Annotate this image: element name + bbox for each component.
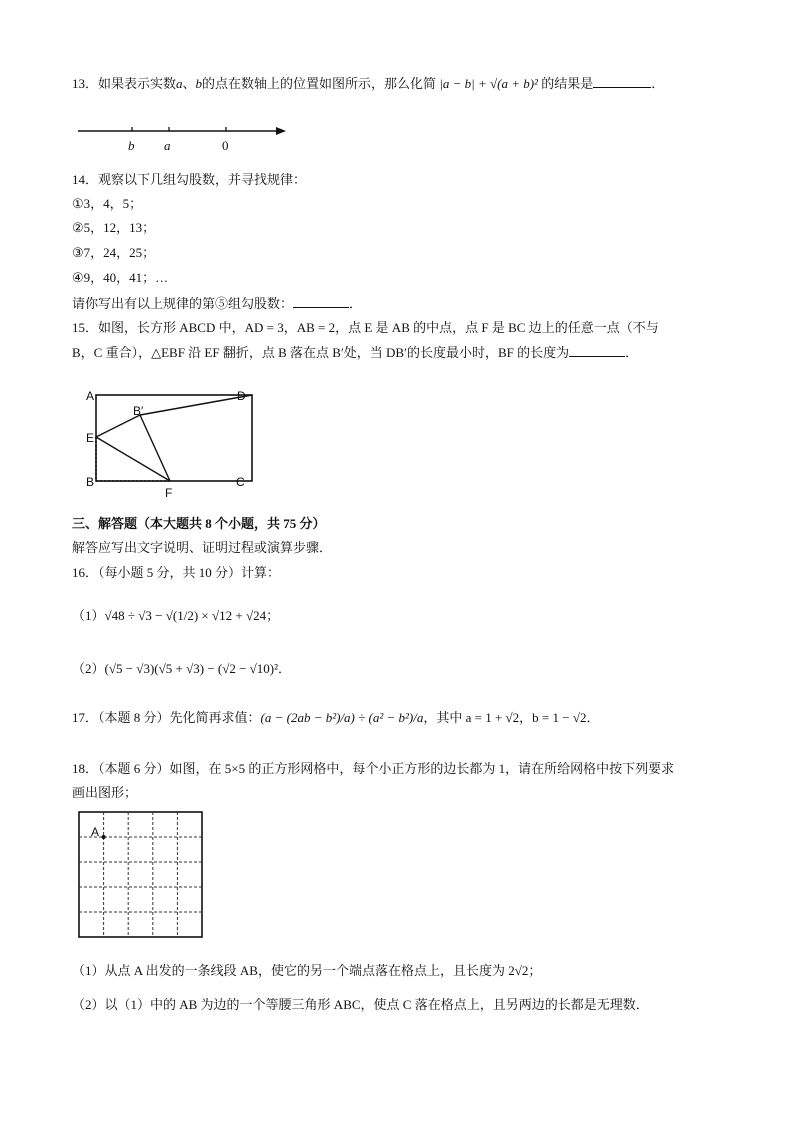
q14-item-2: ②5，12，13；: [72, 220, 156, 235]
q14-item-4: ④9，40，41；…: [72, 270, 169, 285]
q14-title: 14．观察以下几组勾股数，并寻找规律：: [72, 172, 307, 187]
period: ．: [651, 76, 665, 91]
q18-line-2: 画出图形；: [72, 785, 138, 800]
label-A: A: [86, 389, 95, 403]
axis-label-b: b: [128, 138, 135, 153]
q16-part-2-expression: (√5 − √3)(√5 + √3) − (√2 − √10)²: [104, 661, 279, 676]
q17-condition: ，其中 a = 1 + √2，b = 1 − √2．: [423, 710, 600, 725]
number-line: [78, 122, 298, 152]
period: ．: [625, 345, 639, 360]
q13-suffix: 的结果是: [541, 76, 594, 91]
q17-prefix: 17．（本题 8 分）先化简再求值：: [72, 710, 261, 725]
q13-text: [72, 74, 664, 94]
q18-part-1: （1）从点 A 出发的一条线段 AB，使它的另一个端点落在格点上，且长度为 2√2；: [72, 963, 542, 978]
q16-part-2: [72, 659, 291, 679]
axis-label-a: a: [164, 138, 171, 153]
q13-mid: 的点在数轴上的位置如图所示，那么化简: [202, 76, 437, 91]
var-b: b: [195, 76, 203, 91]
q16-part-1: [72, 606, 279, 626]
label-C: C: [236, 475, 245, 489]
q13-expression: |a − b| + √(a + b)²: [439, 76, 538, 91]
q18-line-1: 18．（本题 6 分）如图，在 5×5 的正方形网格中，每个小正方形的边长都为 1，请在所给网格中按下列要求: [72, 761, 675, 776]
section-title: 三、解答题（本大题共 8 个小题，共 75 分）: [72, 516, 326, 531]
label-B-prime: B′: [133, 404, 144, 418]
q16-part-1-expression: √48 ÷ √3 − √(1/2) × √12 + √24: [104, 608, 267, 623]
q16-part-1-label: （1）: [72, 608, 105, 623]
q15-line-1: 15．如图，长方形 ABCD 中，AD = 3，AB = 2，点 E 是 AB 的中点，点 F 是 BC 边上的任意一点（不与: [72, 320, 659, 335]
q14-ask-text: 请你写出有以上规律的第⑤组勾股数：: [72, 296, 294, 311]
answer-blank[interactable]: [569, 344, 625, 357]
var-a: a: [176, 76, 183, 91]
period: ．: [278, 661, 292, 676]
rectangle-figure: [80, 385, 260, 495]
q15-line-2: [72, 343, 638, 363]
q16-title: 16．（每小题 5 分，共 10 分）计算：: [72, 565, 281, 580]
section-note: 解答应写出文字说明、证明过程或演算步骤．: [72, 540, 333, 555]
q17-expression: (a − (2ab − b²)/a) ÷ (a² − b²)/a: [260, 710, 424, 725]
label-D: D: [237, 389, 246, 403]
q18-part-2: （2）以（1）中的 AB 为边的一个等腰三角形 ABC，使点 C 落在格点上，且另两边的长都是无理数．: [72, 997, 649, 1012]
period: ．: [349, 296, 363, 311]
q15-line-2-text: B，C 重合），△EBF 沿 EF 翻折，点 B 落在点 B′处，当 DB′的长度最小时，BF 的长度为: [72, 345, 570, 360]
label-E: E: [86, 431, 95, 445]
semicolon: ；: [266, 608, 280, 623]
grid-label-A: A: [91, 825, 100, 839]
label-B: B: [86, 475, 95, 489]
q16-part-2-label: （2）: [72, 661, 105, 676]
answer-blank[interactable]: [293, 295, 349, 308]
q14-item-3: ③7，24，25；: [72, 245, 156, 260]
q17-text: [72, 708, 599, 728]
separator: 、: [182, 76, 196, 91]
axis-label-0: 0: [222, 138, 229, 153]
q14-item-1: ①3，4，5；: [72, 196, 143, 211]
q13-prefix: 13．如果表示实数: [72, 76, 177, 91]
answer-blank[interactable]: [593, 75, 651, 88]
label-F: F: [165, 486, 173, 500]
q14-ask: [72, 294, 362, 314]
